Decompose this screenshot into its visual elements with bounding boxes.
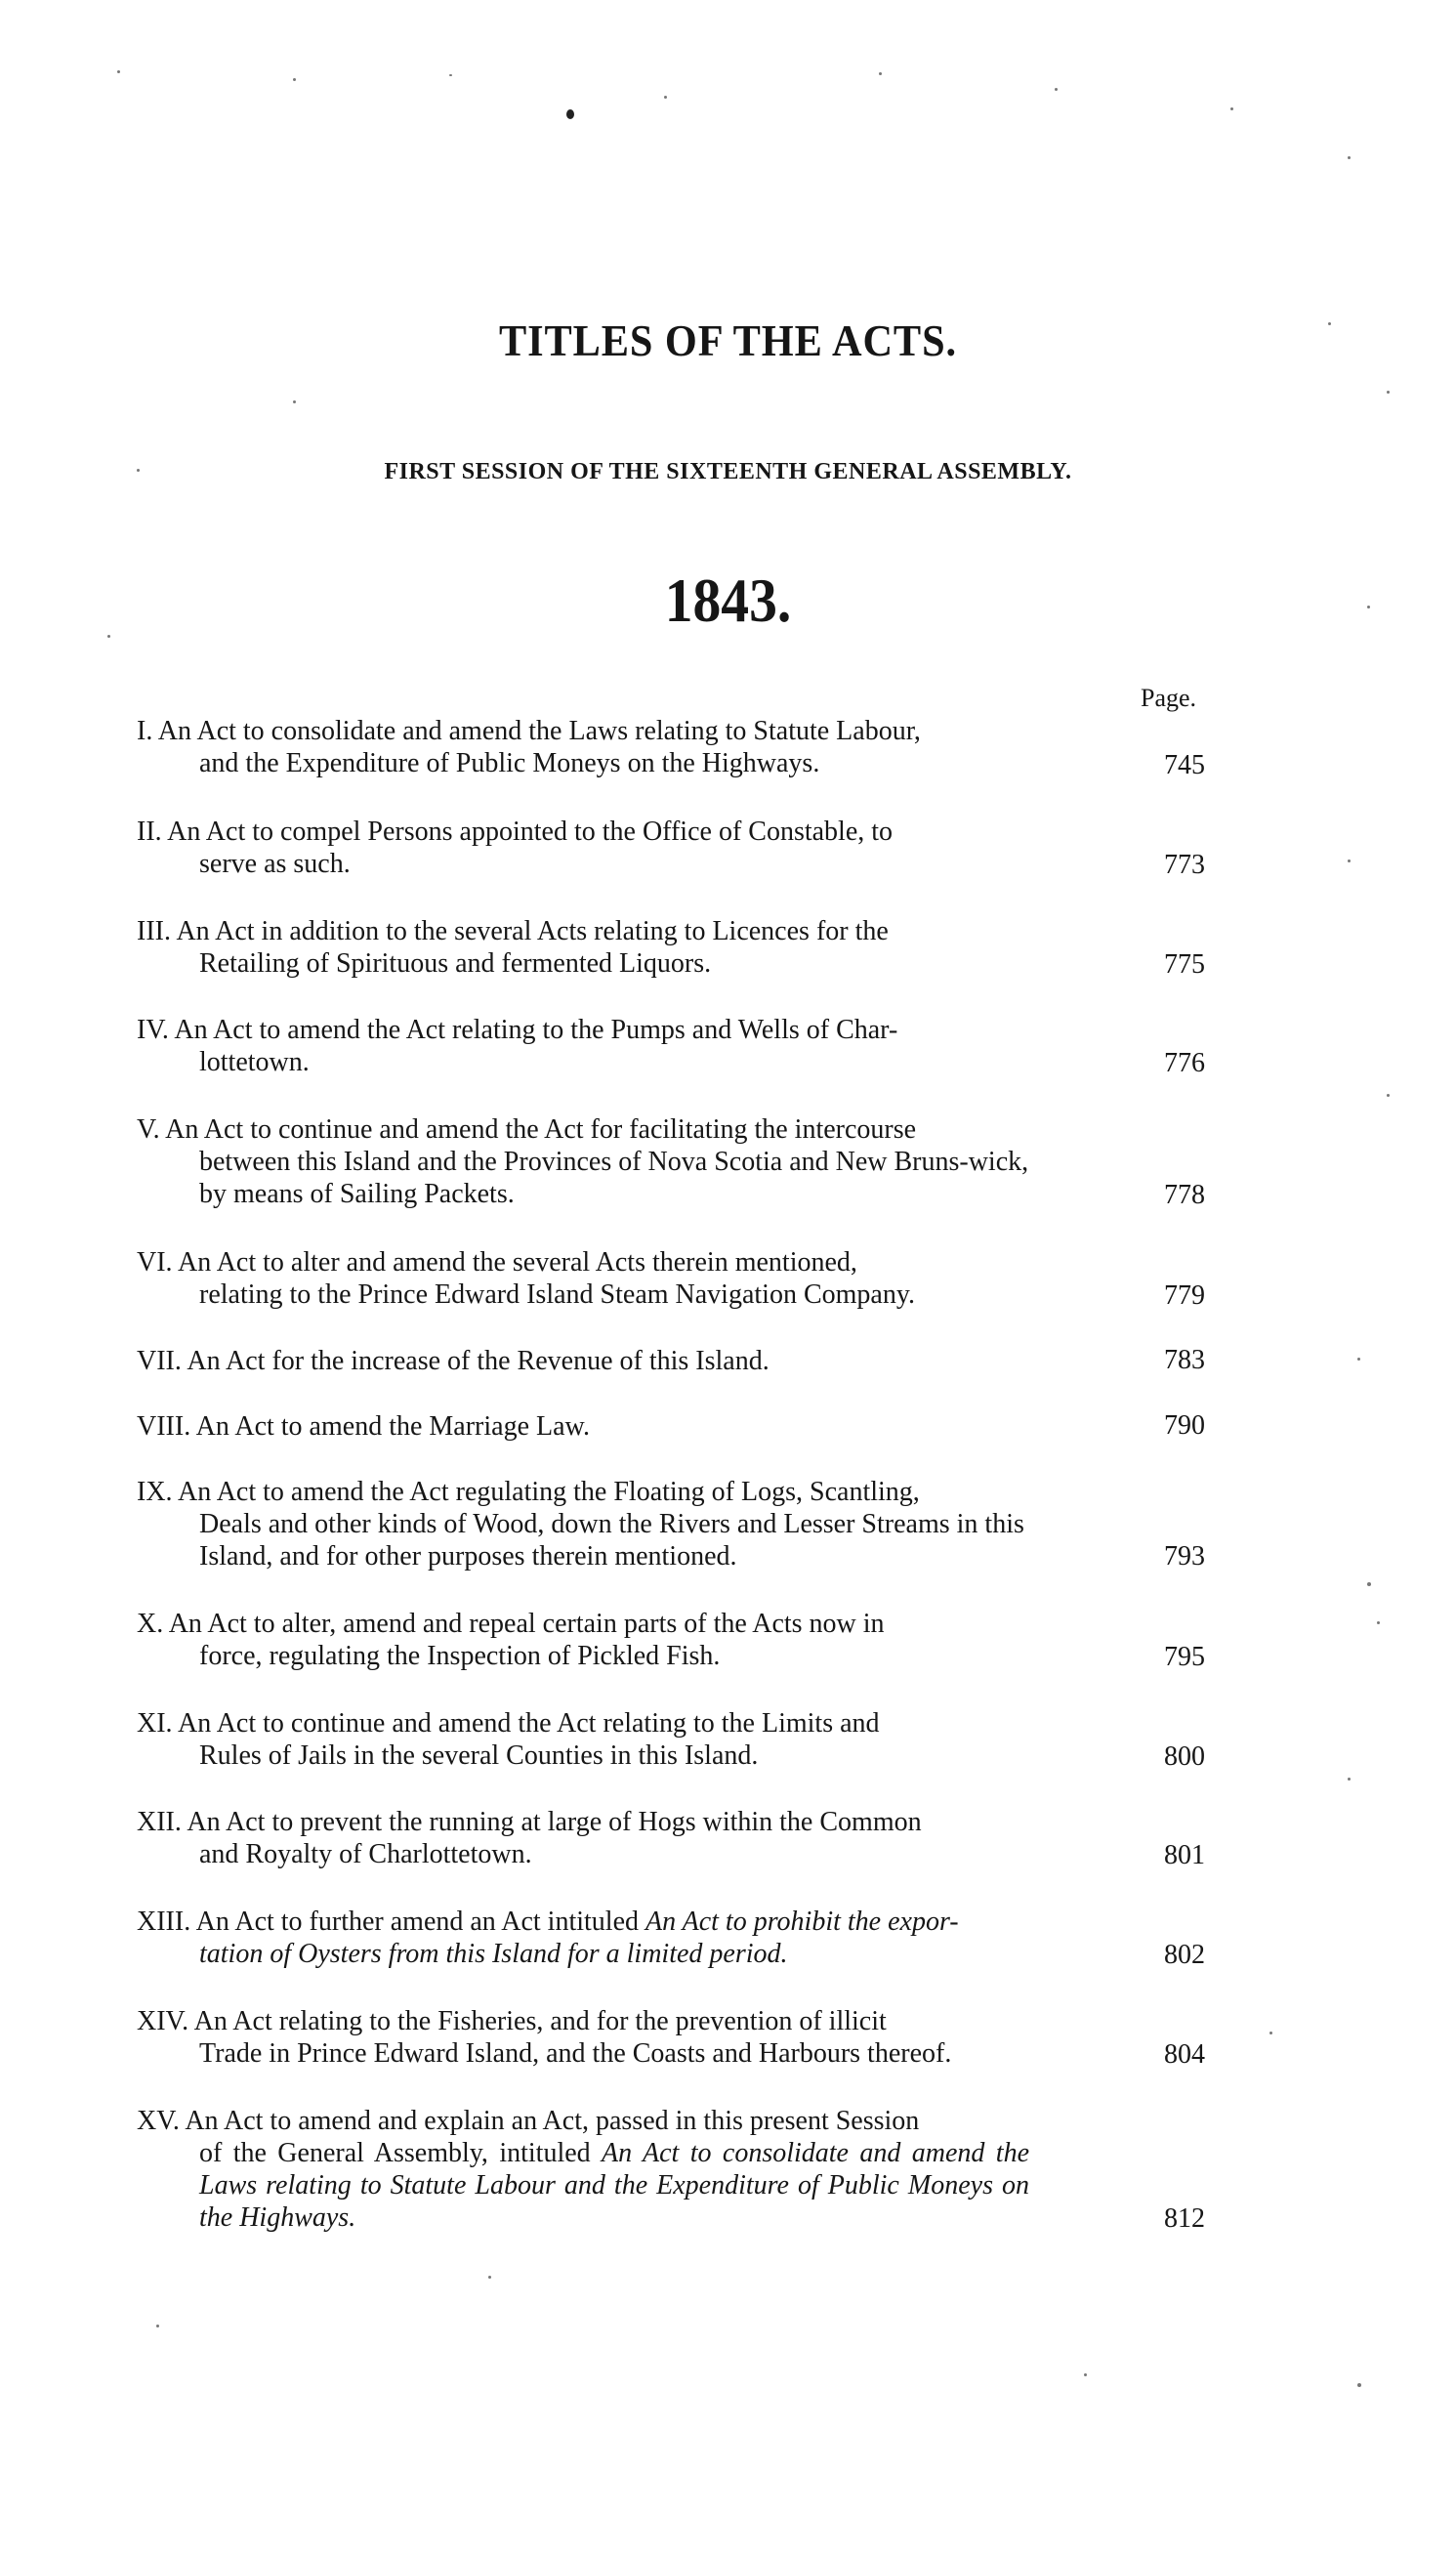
act-entry xyxy=(137,715,1094,779)
act-text xyxy=(137,1014,1094,1046)
act-page-number: 783 xyxy=(1164,1345,1205,1375)
page-column-header: Page. xyxy=(1141,684,1197,712)
act-number: V. xyxy=(137,1114,160,1145)
act-text xyxy=(137,1476,1094,1508)
act-entry xyxy=(137,816,1094,880)
page-title: TITLES OF THE ACTS. xyxy=(498,315,958,365)
act-number: X. xyxy=(137,1609,164,1639)
act-number: XI. xyxy=(137,1708,173,1739)
session-heading: FIRST SESSION OF THE SIXTEENTH GENERAL ASSEMBLY. xyxy=(384,459,1072,484)
year-heading: 1843. xyxy=(664,566,792,635)
act-entry xyxy=(137,1906,1094,1970)
act-entry xyxy=(137,2105,1094,2234)
act-entry xyxy=(137,1410,1094,1443)
act-number: III. xyxy=(137,916,171,946)
act-title-continuation: and the Expenditure of Public Moneys on the Highways. xyxy=(199,748,820,778)
act-title-continuation: force, regulating the Inspection of Pickled Fish. xyxy=(199,1641,721,1671)
act-title-italic-line1: An Act to prohibit the expor- xyxy=(645,1907,959,1937)
act-number: XIV. xyxy=(137,2006,189,2036)
act-number: XV. xyxy=(137,2106,180,2136)
act-title-line1: An Act to alter, amend and repeal certain parts of the Acts now in xyxy=(168,1609,885,1639)
act-title-continuation: Trade in Prince Edward Island, and the Coasts and Harbours thereof. xyxy=(199,2038,952,2069)
act-title-italic-continuation: An Act to consolidate and amend the Laws relating to Statute Labour and the Expenditure of Public Moneys on the Highways. xyxy=(199,2138,1029,2233)
act-text xyxy=(137,1113,1094,1146)
act-title-line1: An Act to further amend an Act intituled xyxy=(195,1907,640,1937)
act-title-continuation: relating to the Prince Edward Island Steam Navigation Company. xyxy=(199,1279,916,1310)
act-page-number: 778 xyxy=(1164,1180,1205,1210)
act-page-number: 775 xyxy=(1164,949,1205,980)
act-title-line1: An Act relating to the Fisheries, and for the prevention of illicit xyxy=(193,2006,887,2036)
act-title-line1: An Act in addition to the several Acts relating to Licences for the xyxy=(176,916,889,946)
act-number: XIII. xyxy=(137,1907,191,1937)
act-page-number: 790 xyxy=(1164,1410,1205,1441)
act-title-line1: An Act to amend the Act regulating the Floating of Logs, Scantling, xyxy=(178,1477,920,1507)
act-page-number: 779 xyxy=(1164,1280,1205,1311)
act-title-continuation-text: of the General Assembly, intituled xyxy=(199,2138,591,2168)
act-page-number: 802 xyxy=(1164,1940,1205,1970)
act-text xyxy=(137,1707,1094,1740)
act-page-number: 801 xyxy=(1164,1840,1205,1870)
act-number: IX. xyxy=(137,1477,173,1507)
act-page-number: 812 xyxy=(1164,2203,1205,2234)
act-entry xyxy=(137,1014,1094,1078)
act-title-continuation: Rules of Jails in the several Counties in this Island. xyxy=(199,1740,759,1771)
act-text xyxy=(137,1246,1094,1278)
act-text xyxy=(137,1345,1094,1377)
act-title-continuation: and Royalty of Charlottetown. xyxy=(199,1839,532,1869)
act-entry xyxy=(137,1476,1094,1572)
act-title-line1: An Act to continue and amend the Act for facilitating the intercourse xyxy=(165,1114,917,1145)
act-page-number: 800 xyxy=(1164,1741,1205,1772)
act-page-number: 776 xyxy=(1164,1048,1205,1078)
act-page-number: 793 xyxy=(1164,1541,1205,1572)
act-title-continuation: Retailing of Spirituous and fermented Liquors. xyxy=(199,948,712,979)
act-title-line1: An Act to alter and amend the several Acts therein mentioned, xyxy=(178,1247,857,1278)
act-title-continuation xyxy=(137,2137,1029,2234)
act-number: II. xyxy=(137,817,162,847)
act-page-number: 773 xyxy=(1164,850,1205,880)
act-entry xyxy=(137,1345,1094,1377)
act-title-line1: An Act to amend and explain an Act, passed in this present Session xyxy=(185,2106,920,2136)
act-entry xyxy=(137,1707,1094,1772)
act-text xyxy=(137,1806,1094,1838)
act-title-continuation: Deals and other kinds of Wood, down the Rivers and Lesser Streams in this Island, and for other purposes therein mentioned. xyxy=(199,1509,1024,1572)
act-number: VIII. xyxy=(137,1411,191,1442)
act-text xyxy=(137,1906,1094,1938)
act-title-line1: An Act to continue and amend the Act relating to the Limits and xyxy=(178,1708,880,1739)
act-text xyxy=(137,915,1094,947)
act-title-line1: An Act to prevent the running at large of Hogs within the Common xyxy=(187,1807,922,1837)
act-title-continuation xyxy=(137,1938,1094,1970)
act-title-line1: An Act to amend the Act relating to the Pumps and Wells of Char- xyxy=(174,1015,898,1045)
act-text xyxy=(137,715,1094,747)
act-text xyxy=(137,1608,1094,1640)
act-number: VII. xyxy=(137,1346,182,1376)
act-title-continuation: lottetown. xyxy=(199,1047,310,1077)
act-page-number: 795 xyxy=(1164,1642,1205,1672)
act-text xyxy=(137,2005,1094,2037)
act-number: VI. xyxy=(137,1247,173,1278)
act-entry xyxy=(137,1608,1094,1672)
act-text xyxy=(137,1410,1094,1443)
act-text xyxy=(137,816,1094,848)
act-title-line1: An Act to compel Persons appointed to the Office of Constable, to xyxy=(167,817,894,847)
act-title-italic-continuation: tation of Oysters from this Island for a limited period. xyxy=(199,1939,788,1969)
act-entry xyxy=(137,1246,1094,1311)
act-page-number: 804 xyxy=(1164,2039,1205,2070)
act-title-continuation: serve as such. xyxy=(199,849,351,879)
act-number: IV. xyxy=(137,1015,169,1045)
act-title-line1: An Act for the increase of the Revenue of this Island. xyxy=(187,1346,770,1376)
act-page-number: 745 xyxy=(1164,750,1205,780)
act-entry xyxy=(137,2005,1094,2070)
act-title-line1: An Act to consolidate and amend the Laws relating to Statute Labour, xyxy=(157,716,921,746)
act-text xyxy=(137,2105,1094,2137)
act-entry xyxy=(137,1113,1094,1210)
act-entry xyxy=(137,1806,1094,1870)
act-entry xyxy=(137,915,1094,980)
act-number: I. xyxy=(137,716,153,746)
act-title-line1: An Act to amend the Marriage Law. xyxy=(195,1411,590,1442)
act-number: XII. xyxy=(137,1807,182,1837)
act-title-continuation: between this Island and the Provinces of Nova Scotia and New Bruns-wick, by means of Sailing Packets. xyxy=(199,1147,1029,1209)
